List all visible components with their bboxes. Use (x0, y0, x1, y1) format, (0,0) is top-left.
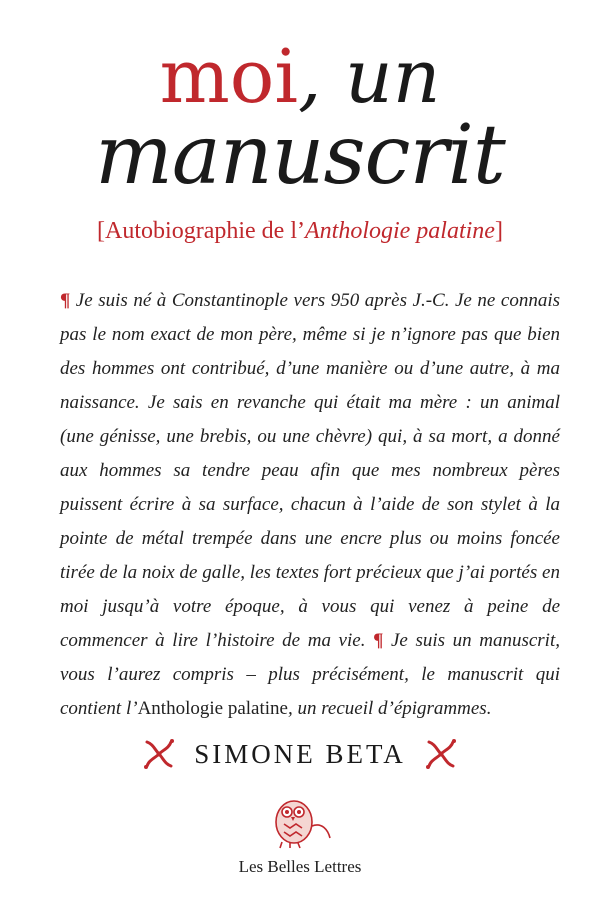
swirl-ornament-icon (424, 737, 458, 771)
title-red-word: moi (159, 34, 298, 120)
subtitle-bracket-close: ] (494, 218, 503, 244)
title-line-2: manuscrit (95, 108, 505, 203)
author-name: SIMONE BETA (194, 738, 406, 769)
author-row (0, 737, 600, 771)
publisher-name: Les Belles Lettres (238, 857, 362, 876)
pilcrow-icon: ¶ (60, 290, 71, 311)
swirl-ornament-icon (142, 737, 176, 771)
subtitle-prefix: Autobiographie de l’ (105, 218, 305, 244)
blurb-title-roman-2: palatine (227, 698, 288, 719)
title-line-1 (0, 34, 600, 120)
subtitle-italic: Anthologie palatine (304, 218, 495, 244)
blurb-text (60, 284, 560, 726)
title-rest: , un (298, 34, 441, 120)
blurb-paragraph-1: Je suis né à Constantinople vers 950 après J.-C. Je ne connais pas le nom exact de mon père, même si je n’ignore pas que bien des hommes ont contribué, d’une manière ou d’une autre, à ma naissance. Je sais en revanche qui était ma mère : un animal (une génisse, une brebis, ou une chèvre) qui, à sa mort, a donné aux hommes sa tendre peau afin que mes nombreux pères puissent écrire à sa surface, chacun à l’aide de son stylet à la pointe de métal trempée dans une encre plus ou moins foncée tirée de la noix de galle, les textes fort précieux que j’ai portés en moi jusqu’à votre époque, à vous qui venez à peine de commencer à lire l’histoire de ma vie. (60, 290, 560, 651)
subtitle (0, 218, 600, 245)
owl-logo-icon (268, 790, 332, 850)
subtitle-bracket-open: [ (97, 218, 106, 244)
blurb-title-roman-1: Anthologie (137, 698, 224, 719)
blurb-paragraph-2: Je suis un manuscrit, vous l’aurez compris – plus précisément, le manuscrit qui contient l’ (60, 630, 560, 719)
blurb-paragraph-end: , un recueil d’épigrammes. (287, 698, 492, 719)
pilcrow-icon: ¶ (373, 630, 384, 651)
